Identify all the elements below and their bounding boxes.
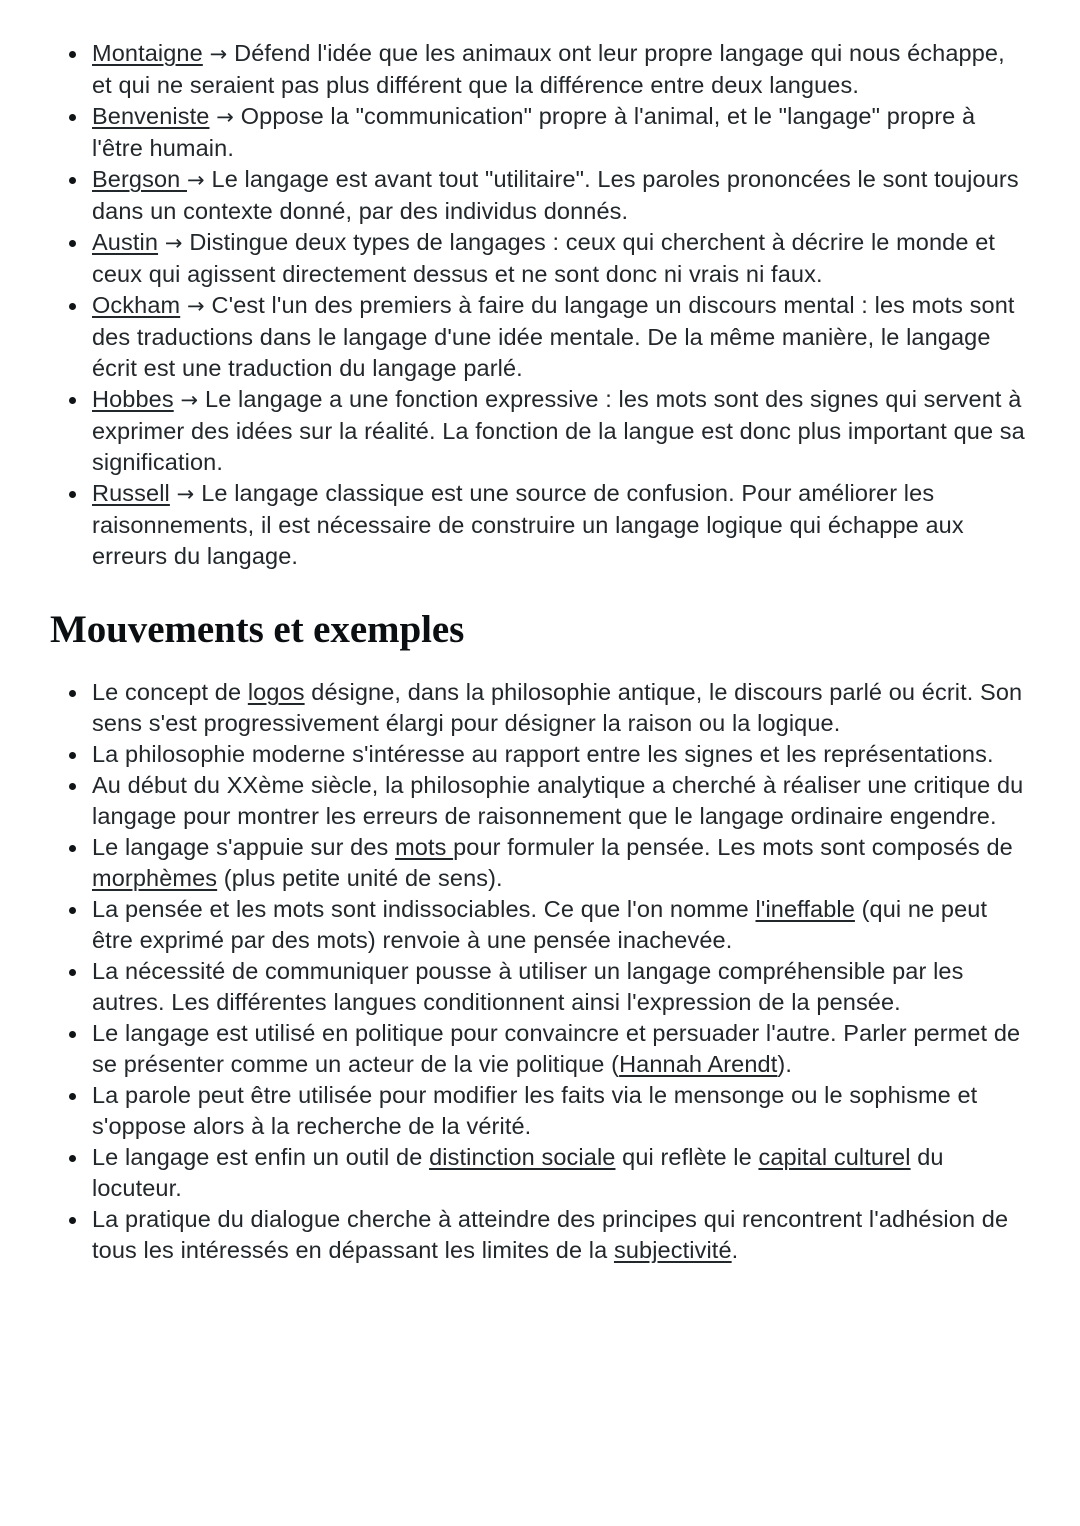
philosophers-list xyxy=(50,38,1030,572)
body-text: La pensée et les mots sont indissociables. Ce que l'on nomme xyxy=(92,896,756,922)
philosopher-name: Ockham xyxy=(92,292,181,318)
body-text: qui reflète le xyxy=(615,1144,759,1170)
philosopher-description: Distingue deux types de langages : ceux qui cherchent à décrire le monde et ceux qui agissent directement dessus et ne sont donc ni vrais ni faux. xyxy=(92,229,996,287)
philosopher-description: Le langage a une fonction expressive : les mots sont des signes qui servent à exprimer des idées sur la réalité. La fonction de la langue est donc plus important que sa signification. xyxy=(92,386,1025,475)
body-text: La pratique du dialogue cherche à atteindre des principes qui rencontrent l'adhésion de tous les intéressés en dépassant les limites de la xyxy=(92,1206,1009,1263)
list-item xyxy=(50,227,1030,290)
philosopher-name: Benveniste xyxy=(92,103,210,129)
body-text: Au début du XXème siècle, la philosophie analytique a cherché à réaliser une critique du langage pour montrer les erreurs de raisonnement que le langage ordinaire engendre. xyxy=(92,772,1024,829)
philosopher-name: Hobbes xyxy=(92,386,174,412)
list-item xyxy=(50,101,1030,164)
list-item xyxy=(50,894,1030,956)
list-item xyxy=(50,770,1030,832)
philosopher-name: Bergson xyxy=(92,166,187,192)
list-item xyxy=(50,384,1030,478)
body-text: La philosophie moderne s'intéresse au rapport entre les signes et les représentations. xyxy=(92,741,994,767)
key-term: l'ineffable xyxy=(755,896,855,922)
philosopher-description: Le langage est avant tout "utilitaire". Les paroles prononcées le sont toujours dans un contexte donné, par des individus donnés. xyxy=(92,166,1019,224)
body-text: (qui ne peut être exprimé par des mots) renvoie à une pensée inachevée. xyxy=(92,896,988,953)
arrow-icon: → xyxy=(180,294,212,318)
arrow-icon: → xyxy=(158,231,190,255)
list-item xyxy=(50,677,1030,739)
key-term: capital culturel xyxy=(758,1144,911,1170)
philosopher-description: Défend l'idée que les animaux ont leur propre langage qui nous échappe, et qui ne seraient pas plus différent que la différence entre deux langues. xyxy=(92,40,1005,98)
list-item xyxy=(50,1080,1030,1142)
arrow-icon: → xyxy=(202,42,235,66)
body-text: La parole peut être utilisée pour modifier les faits via le mensonge ou le sophisme et s'oppose alors à la recherche de la vérité. xyxy=(92,1082,978,1139)
philosopher-description: C'est l'un des premiers à faire du langage un discours mental : les mots sont des traductions dans le langage d'une idée mentale. De la même manière, le langage écrit est une traduction du langage parlé. xyxy=(92,292,1015,381)
list-item xyxy=(50,1018,1030,1080)
list-item xyxy=(50,290,1030,384)
arrow-icon: → xyxy=(187,168,212,192)
list-item xyxy=(50,478,1030,572)
body-text: La nécessité de communiquer pousse à utiliser un langage compréhensible par les autres. Les différentes langues conditionnent ainsi l'expression de la pensée. xyxy=(92,958,964,1015)
body-text: du locuteur. xyxy=(92,1144,944,1201)
list-item xyxy=(50,38,1030,101)
philosopher-name: Russell xyxy=(92,480,170,506)
movements-examples-list xyxy=(50,677,1030,1266)
philosopher-name: Montaigne xyxy=(92,40,203,66)
key-term: morphèmes xyxy=(92,865,218,891)
philosopher-description: Le langage classique est une source de confusion. Pour améliorer les raisonnements, il est nécessaire de construire un langage logique qui échappe aux erreurs du langage. xyxy=(92,480,964,569)
key-term: mots xyxy=(395,834,454,860)
body-text: Le langage est utilisé en politique pour convaincre et persuader l'autre. Parler permet de se présenter comme un acteur de la vie politique ( xyxy=(92,1020,1021,1077)
body-text: Le concept de xyxy=(92,679,248,705)
list-item xyxy=(50,164,1030,227)
arrow-icon: → xyxy=(209,105,241,129)
body-text: ). xyxy=(777,1051,792,1077)
body-text: . xyxy=(731,1237,739,1263)
arrow-icon: → xyxy=(173,388,206,412)
list-item xyxy=(50,1204,1030,1266)
philosopher-name: Austin xyxy=(92,229,159,255)
philosopher-description: Oppose la "communication" propre à l'animal, et le "langage" propre à l'être humain. xyxy=(92,103,976,161)
body-text: désigne, dans la philosophie antique, le discours parlé ou écrit. Son sens s'est progressivement élargi pour désigner la raison ou la logique. xyxy=(92,679,1023,736)
body-text: Le langage est enfin un outil de xyxy=(92,1144,430,1170)
key-term: distinction sociale xyxy=(429,1144,616,1170)
arrow-icon: → xyxy=(169,482,202,506)
key-term: subjectivité xyxy=(613,1237,732,1263)
key-term: Hannah Arendt xyxy=(619,1051,778,1077)
list-item xyxy=(50,832,1030,894)
body-text: Le langage s'appuie sur des xyxy=(92,834,396,860)
body-text: (plus petite unité de sens). xyxy=(217,865,503,891)
list-item xyxy=(50,956,1030,1018)
list-item xyxy=(50,739,1030,770)
page-title: Mouvements et exemples xyxy=(50,608,465,651)
key-term: logos xyxy=(247,679,305,705)
list-item xyxy=(50,1142,1030,1204)
body-text: pour formuler la pensée. Les mots sont composés de xyxy=(453,834,1013,860)
